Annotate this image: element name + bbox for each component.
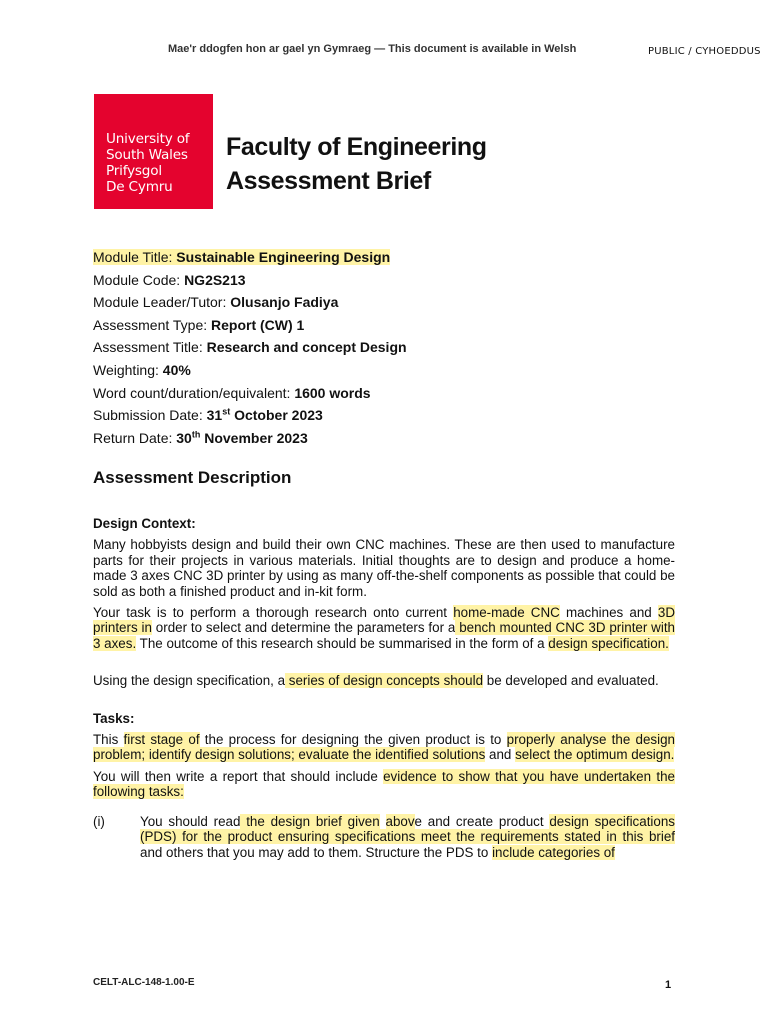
highlight: select the optimum design.: [515, 747, 675, 763]
module-title-value: Sustainable Engineering Design: [176, 249, 391, 265]
classification-label: PUBLIC / CYHOEDDUS: [648, 46, 761, 57]
assessment-title-label: Assessment Title:: [93, 339, 207, 356]
highlight: bench mounted CNC 3D printer with 3 axes.: [93, 620, 675, 651]
module-leader-row: [93, 292, 407, 315]
text-run: the process for designing the given product is to: [199, 732, 507, 748]
module-code-value: NG2S213: [184, 271, 246, 288]
highlight: design specification.: [548, 635, 669, 651]
assessment-type-label: Assessment Type:: [93, 316, 212, 333]
submission-month-year: October 2023: [230, 407, 323, 424]
module-code-row: [93, 270, 407, 293]
logo-line-3: Prifysgol: [106, 163, 162, 179]
return-date-value: [176, 430, 307, 446]
text-run: order to select and determine the parameters for a: [151, 620, 456, 636]
module-title-row: [93, 247, 407, 270]
module-metadata: [93, 247, 407, 450]
page-number: 1: [665, 979, 672, 991]
logo-line-4: De Cymru: [106, 179, 173, 195]
text-run: [380, 814, 386, 829]
highlight: abov: [385, 813, 415, 829]
word-count-label: Word count/duration/equivalent:: [93, 384, 295, 401]
context-paragraph-2: [93, 605, 675, 651]
module-code-label: Module Code:: [93, 271, 185, 288]
tasks-heading: Tasks:: [93, 710, 135, 726]
weighting-value: 40%: [162, 361, 191, 378]
module-title-label: Module Title:: [93, 249, 177, 265]
submission-date-row: [93, 405, 407, 428]
text-run: You should read: [140, 813, 241, 829]
text-run: Using the design specification, a: [93, 673, 286, 689]
assessment-description-body: [93, 516, 675, 860]
submission-day: 31: [206, 407, 223, 424]
highlight: include categories of: [492, 844, 615, 860]
word-count-row: [93, 383, 407, 406]
module-leader-value: Olusanjo Fadiya: [230, 294, 339, 311]
tasks-paragraph-2: [93, 769, 675, 800]
word-count-value: 1600 words: [294, 384, 371, 401]
spacer: [93, 695, 675, 711]
assessment-description-heading: Assessment Description: [93, 468, 292, 487]
weighting-row: [93, 360, 407, 383]
module-leader-label: Module Leader/Tutor:: [93, 294, 231, 311]
highlight: evidence to show that you have undertaken the following tasks:: [93, 768, 675, 800]
weighting-label: Weighting:: [93, 361, 163, 378]
submission-date-label: Submission Date:: [93, 407, 207, 424]
highlight: first stage of: [123, 732, 200, 748]
tasks-paragraph-1: [93, 732, 675, 763]
task-number: (i): [93, 813, 105, 829]
document-code: CELT-ALC-148-1.00-E: [93, 977, 195, 988]
welsh-availability-note: Mae'r ddogfen hon ar gael yn Gymraeg — This document is available in Welsh: [168, 43, 577, 55]
text-run: Your task is to perform a thorough research onto current: [93, 605, 454, 621]
assessment-title-row: [93, 337, 407, 360]
text-run: e and create product: [414, 813, 550, 829]
text-run: and others that you may add to them. Structure the PDS to: [140, 844, 493, 860]
return-day-suffix: th: [191, 429, 201, 440]
context-paragraph-3: [93, 673, 675, 688]
context-paragraph-1: Many hobbyists design and build their own CNC machines. These are then used to manufacture parts for their projects in various materials. Initial thoughts are to design and produce a home-made 3 axes CNC 3D printer by using as many off-the-shelf components as possible that could be sold as both a finished product and in-kit form.: [93, 537, 675, 599]
highlight: 3D printers in: [93, 605, 676, 636]
highlight: design specifications (PDS) for the product ensuring specifications meet the requirements stated in this brief: [140, 813, 675, 845]
highlight: the design brief given: [240, 813, 380, 829]
return-date-label: Return Date:: [93, 429, 177, 446]
assessment-type-value: Report (CW) 1: [211, 316, 305, 333]
module-title-highlight: [93, 249, 390, 265]
text-run: be developed and evaluated.: [483, 673, 659, 689]
page-title-line-2: Assessment Brief: [226, 167, 431, 195]
page-title: [226, 130, 487, 198]
return-month-year: November 2023: [200, 429, 308, 446]
design-context-heading: Design Context:: [93, 516, 196, 531]
logo-line-2: South Wales: [106, 147, 188, 163]
text-run: You will then write a report that should include: [93, 768, 384, 784]
page-title-line-1: Faculty of Engineering: [226, 133, 487, 161]
assessment-title-value: Research and concept Design: [206, 339, 407, 356]
task-text: [140, 814, 675, 860]
logo-line-1: University of: [106, 131, 190, 147]
spacer: [93, 657, 675, 673]
text-run: machines and: [559, 605, 658, 621]
text-run: and: [485, 747, 516, 763]
usw-logo: [94, 94, 213, 209]
task-item-1: [93, 814, 675, 860]
submission-date-value: [207, 407, 323, 423]
submission-day-suffix: st: [222, 406, 231, 417]
assessment-type-row: [93, 315, 407, 338]
highlight: home-made CNC: [453, 605, 560, 621]
text-run: This: [93, 732, 124, 748]
text-run: The outcome of this research should be summarised in the form of a: [136, 635, 549, 651]
highlight: series of design concepts should: [285, 673, 484, 689]
return-date-row: [93, 428, 407, 451]
return-day: 30: [176, 429, 192, 446]
highlight: properly analyse the design problem; identify design solutions; evaluate the identified solutions: [93, 732, 675, 763]
